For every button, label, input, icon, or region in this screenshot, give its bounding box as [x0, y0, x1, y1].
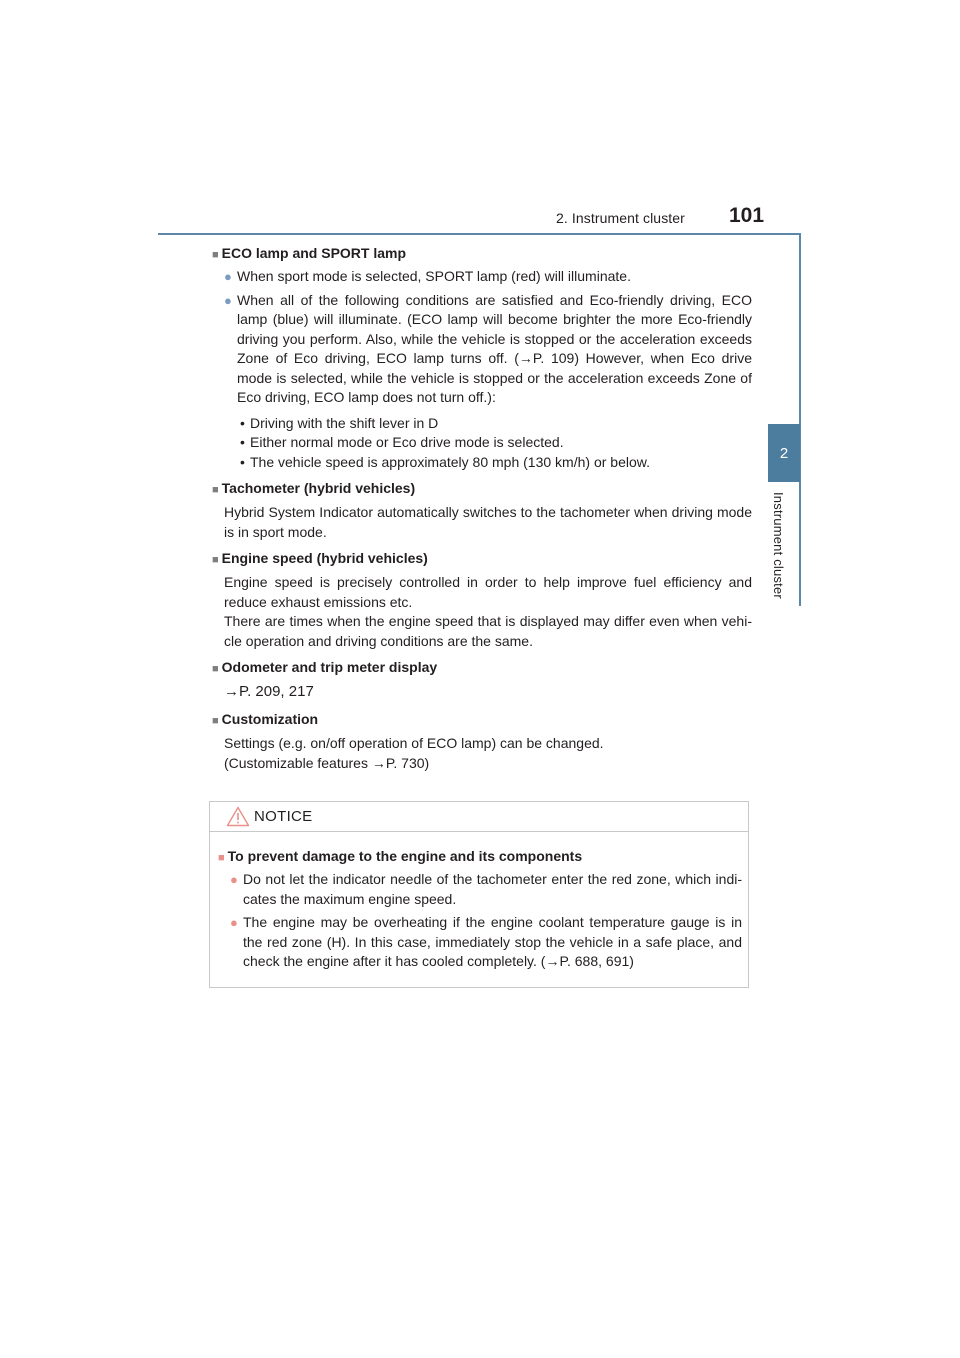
circle-bullet-icon: ● [224, 292, 232, 308]
notice-body [210, 832, 748, 972]
notice-bullet-redzone: ● Do not let the indicator needle of the tachometer enter the red zone, which indi-cates the maximum engine speed. [230, 871, 742, 907]
condition-item: • Either normal mode or Eco drive mode is selected. [212, 433, 752, 453]
condition-item: • Driving with the shift lever in D [212, 414, 752, 434]
circle-bullet-icon: ● [230, 915, 238, 930]
dot-bullet-icon: • [240, 453, 245, 470]
dot-bullet-icon: • [240, 414, 245, 431]
circle-bullet-icon: ● [230, 872, 238, 887]
circle-bullet-icon: ● [224, 269, 232, 284]
eco-bullet-sport: ● When sport mode is selected, SPORT lamp (red) will illuminate. [212, 267, 752, 287]
chapter-tab [768, 424, 800, 482]
engine-speed-text: Engine speed is precisely controlled in order to help improve fuel efficiency and reduce exhaust emissions etc. There are times when the engine speed that is displayed may differ even when vehi-cle operation and driving conditions are the same. [224, 574, 752, 649]
warning-triangle-icon [226, 806, 250, 827]
notice-heading: ■ To prevent damage to the engine and its components [218, 848, 583, 864]
page-number: 101 [729, 204, 765, 227]
eco-condition-list [212, 414, 752, 473]
section-heading-odometer: ■ Odometer and trip meter display [212, 659, 438, 675]
condition-item: • The vehicle speed is approximately 80 mph (130 km/h) or below. [212, 453, 752, 473]
square-bullet-icon: ■ [212, 554, 219, 566]
main-content [212, 243, 752, 773]
running-header-section: 2. Instrument cluster [556, 210, 685, 226]
square-bullet-icon: ■ [212, 484, 219, 496]
eco-bullet-conditions: ● When all of the following conditions are satisfied and Eco-friendly driving, ECO lamp (blue) will illuminate. (ECO lamp will become brighter the more Eco-friendly driving you perform. Also, while the vehicle is stopped or the acceleration exceeds Zone of Eco driving, ECO lamp turns off. (→P. 109) However, when Eco drive mode is selected, while the vehicle is stopped or the acceleration exceeds Zone of Eco driving, ECO lamp does not turn off.): [224, 291, 752, 405]
section-heading-tachometer: ■ Tachometer (hybrid vehicles) [212, 480, 416, 496]
notice-title: NOTICE [254, 808, 313, 825]
section-heading-engine-speed: ■ Engine speed (hybrid vehicles) [212, 550, 428, 566]
square-bullet-icon: ■ [212, 663, 219, 675]
square-bullet-icon: ■ [212, 249, 219, 261]
notice-header [210, 802, 748, 832]
notice-box [209, 801, 749, 988]
square-bullet-icon: ■ [212, 715, 219, 727]
section-heading-eco: ■ ECO lamp and SPORT lamp [212, 245, 407, 261]
tachometer-text: Hybrid System Indicator automatically switches to the tachometer when driving mode is in sport mode. [224, 504, 752, 540]
side-tab-divider [799, 234, 801, 606]
square-bullet-icon: ■ [218, 852, 225, 864]
chapter-tab-label: Instrument cluster [771, 492, 786, 599]
section-heading-customization: ■ Customization [212, 711, 319, 727]
customization-text: Settings (e.g. on/off operation of ECO lamp) can be changed. (Customizable features →P. 730) [224, 735, 604, 771]
chapter-tab-number: 2 [779, 444, 789, 462]
odometer-page-reference: →P. 209, 217 [224, 683, 314, 700]
dot-bullet-icon: • [240, 434, 245, 450]
header-divider [158, 233, 801, 235]
notice-bullet-overheat: ● The engine may be overheating if the engine coolant temperature gauge is in the red zone (H). In this case, immediately stop the vehicle in a safe place, and check the engine after it has cooled completely. (→P. 688, 691) [230, 914, 742, 969]
